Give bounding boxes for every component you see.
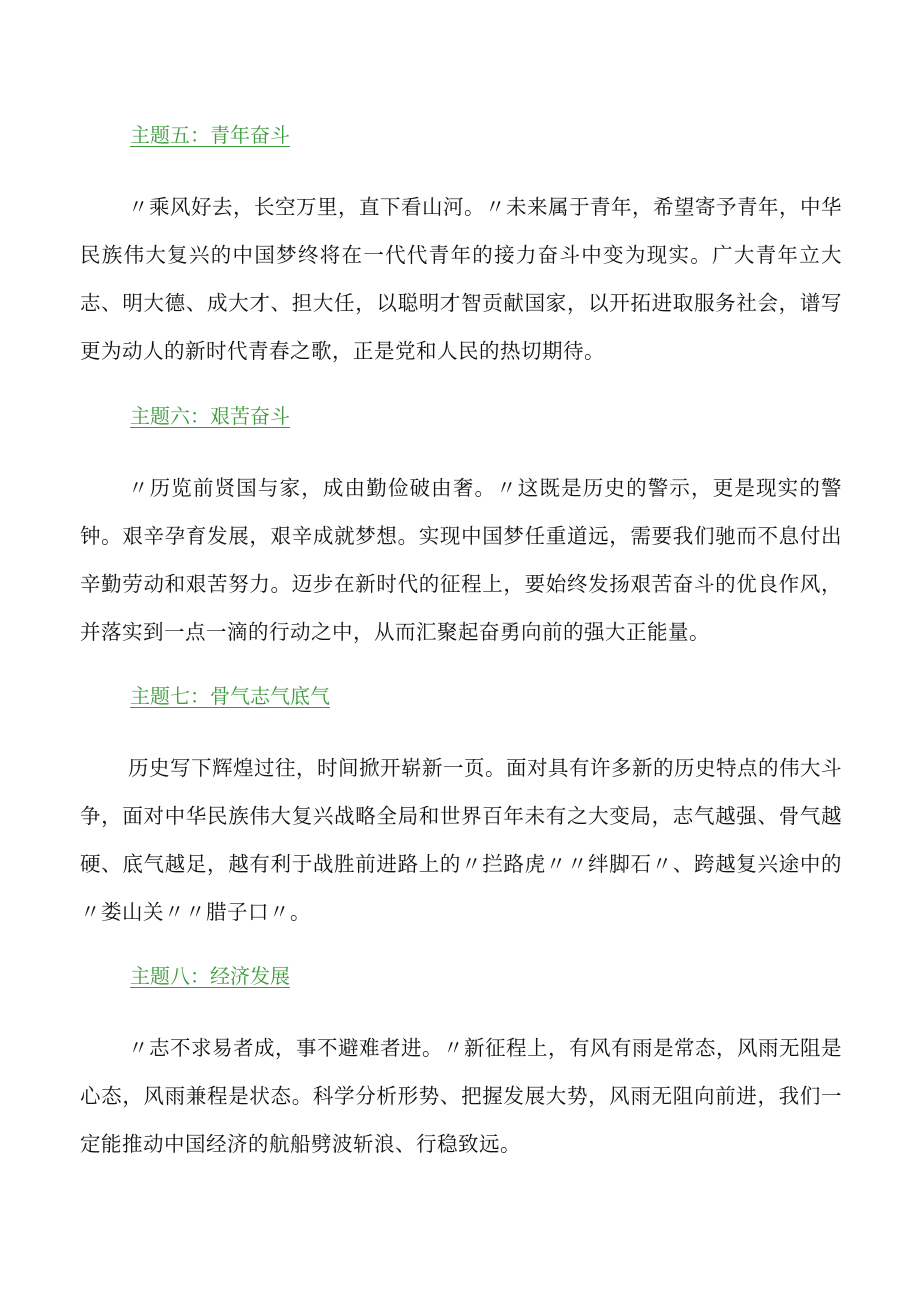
section-theme-7 [80, 682, 842, 936]
section-body-wrap [80, 744, 842, 936]
section-heading[interactable]: 主题五：青年奋斗 [130, 123, 290, 147]
section-heading[interactable]: 主题六：艰苦奋斗 [130, 404, 290, 428]
section-paragraph: 〃志不求易者成，事不避难者进。〃新征程上，有风有雨是常态，风雨无阻是心态，风雨兼程是状态。科学分析形势、把握发展大势，风雨无阻向前进，我们一定能推动中国经济的航船劈波斩浪、行稳致远。 [80, 1036, 842, 1156]
section-paragraph: 〃乘风好去，长空万里，直下看山河。〃未来属于青年，希望寄予青年，中华民族伟大复兴的中国梦终将在一代代青年的接力奋斗中变为现实。广大青年立大志、明大德、成大才、担大任，以聪明才智贡献国家，以开拓进取服务社会，谱写更为动人的新时代青春之歌，正是党和人民的热切期待。 [80, 195, 842, 363]
section-body-wrap [80, 1024, 842, 1168]
section-body-wrap [80, 183, 842, 375]
section-heading[interactable]: 主题八：经济发展 [130, 964, 290, 988]
section-heading[interactable]: 主题七：骨气志气底气 [130, 684, 330, 708]
section-theme-8 [80, 962, 842, 1168]
section-paragraph: 历史写下辉煌过往，时间掀开崭新一页。面对具有许多新的历史特点的伟大斗争，面对中华民族伟大复兴战略全局和世界百年未有之大变局，志气越强、骨气越硬、底气越足，越有利于战胜前进路上的〃拦路虎〃〃绊脚石〃、跨越复兴途中的〃娄山关〃〃腊子口〃。 [80, 756, 842, 924]
section-paragraph: 〃历览前贤国与家，成由勤俭破由奢。〃这既是历史的警示，更是现实的警钟。艰辛孕育发展，艰辛成就梦想。实现中国梦任重道远，需要我们驰而不息付出辛勤劳动和艰苦努力。迈步在新时代的征程上，要始终发扬艰苦奋斗的优良作风，并落实到一点一滴的行动之中，从而汇聚起奋勇向前的强大正能量。 [80, 476, 842, 644]
section-body-wrap [80, 464, 842, 656]
section-theme-5 [80, 121, 842, 375]
section-theme-6 [80, 402, 842, 656]
